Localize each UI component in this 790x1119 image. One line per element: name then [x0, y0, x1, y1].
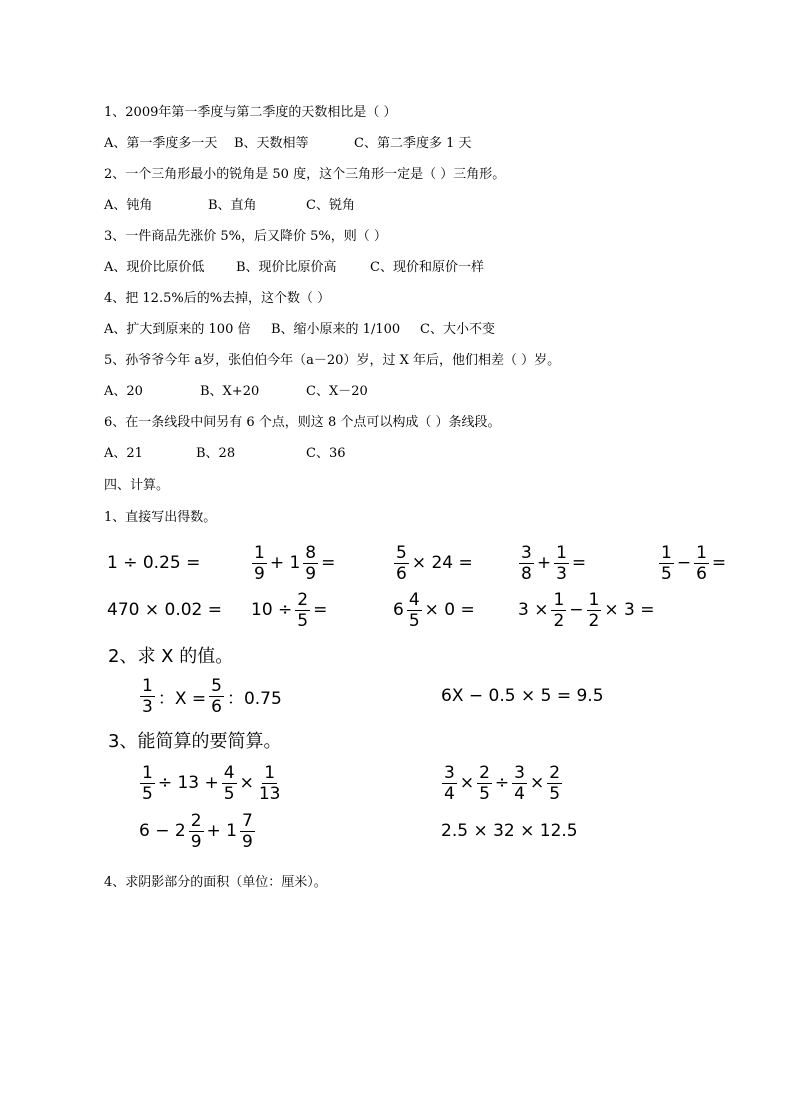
denominator: 5	[661, 563, 672, 584]
numerator: 1	[696, 542, 707, 563]
denominator: 13	[258, 783, 281, 804]
operator: × 3 =	[604, 600, 655, 620]
fraction	[659, 543, 674, 584]
denominator: 9	[305, 563, 317, 584]
q5-option-c: C、X－20	[306, 384, 368, 399]
numerator: 1	[661, 542, 672, 563]
denominator: 5	[408, 610, 420, 631]
operator: 3 ×	[518, 600, 549, 620]
fraction	[295, 590, 310, 631]
q5-option-a: A、20	[104, 384, 143, 399]
denominator: 3	[142, 696, 153, 717]
numerator: 3	[514, 762, 525, 783]
numerator: 1	[142, 762, 153, 783]
operator: 6 − 2	[139, 821, 186, 841]
operator: −	[676, 553, 692, 573]
q4-option-b: B、缩小原来的 1/100	[271, 322, 401, 337]
equation-1	[138, 668, 283, 724]
equals-sign: =	[711, 553, 727, 573]
simplify-4-text: 2.5 × 32 × 12.5	[441, 821, 578, 841]
fraction	[512, 763, 527, 804]
operator: × 24 =	[411, 553, 473, 573]
fraction	[209, 676, 224, 717]
subsection-4-heading: 4、求阴影部分的面积（单位：厘米）。	[104, 875, 327, 890]
fraction	[519, 543, 534, 584]
fraction	[442, 763, 457, 804]
numerator: 5	[396, 542, 407, 563]
fraction	[587, 590, 602, 631]
fraction	[547, 763, 562, 804]
fraction	[477, 763, 492, 804]
numerator: 1	[553, 589, 565, 610]
q1-option-b: B、天数相等	[234, 136, 309, 151]
numerator: 1	[588, 589, 600, 610]
operator: + 1	[206, 821, 237, 841]
fraction	[694, 543, 709, 584]
fraction	[394, 543, 409, 584]
denominator: 5	[549, 783, 561, 804]
q2-option-b: B、直角	[208, 198, 257, 213]
numerator: 3	[521, 542, 532, 563]
question-1: 1、2009年第一季度与第二季度的天数相比是（ ）	[104, 105, 397, 120]
operator: ×	[459, 773, 475, 793]
fraction	[252, 543, 267, 584]
numerator: 2	[549, 762, 561, 783]
operator: ×	[529, 773, 545, 793]
q3-option-c: C、现价和原价一样	[370, 260, 484, 275]
operator: −	[569, 600, 584, 620]
denominator: 5	[297, 610, 309, 631]
operator: ×	[239, 773, 254, 793]
operator: +	[536, 553, 552, 573]
expr-8	[392, 582, 476, 638]
operator: ：X =	[157, 688, 207, 709]
q1-option-c: C、第二季度多 1 天	[354, 136, 472, 151]
subsection-3-heading: 3、能简算的要简算。	[108, 731, 282, 752]
numerator: 1	[264, 762, 276, 783]
numerator: 8	[305, 542, 317, 563]
subsection-1-heading: 1、直接写出得数。	[104, 510, 217, 525]
denominator: 3	[556, 563, 567, 584]
q3-option-a: A、现价比原价低	[104, 260, 205, 275]
denominator: 9	[254, 563, 265, 584]
denominator: 5	[223, 783, 235, 804]
simplify-3	[138, 803, 257, 859]
numerator: 1	[142, 675, 153, 696]
denominator: 9	[190, 831, 202, 852]
denominator: 4	[444, 783, 455, 804]
numerator: 3	[444, 762, 455, 783]
numerator: 5	[211, 675, 222, 696]
operator: × 0 =	[424, 600, 475, 620]
denominator: 9	[241, 831, 253, 852]
question-2: 2、一个三角形最小的锐角是 50 度，这个三角形一定是（ ）三角形。	[104, 167, 506, 182]
denominator: 2	[588, 610, 600, 631]
expr-6	[106, 582, 223, 638]
expr-1-text: 1 ÷ 0.25 =	[107, 553, 201, 573]
q6-option-c: C、36	[306, 446, 346, 461]
numerator: 7	[241, 810, 253, 831]
denominator: 6	[696, 563, 707, 584]
q6-option-a: A、21	[104, 446, 143, 461]
denominator: 6	[211, 696, 222, 717]
question-6: 6、在一条线段中间另有 6 个点，则这 8 个点可以构成（ ）条线段。	[104, 415, 501, 430]
denominator: 6	[396, 563, 407, 584]
question-3: 3、一件商品先涨价 5%，后又降价 5%，则（ ）	[104, 229, 387, 244]
question-4: 4、把 12.5%后的%去掉，这个数（ ）	[104, 291, 331, 306]
q4-option-c: C、大小不变	[420, 322, 495, 337]
equals-sign: =	[313, 600, 328, 620]
expr-5	[657, 535, 727, 591]
equation-2-text: 6X − 0.5 × 5 = 9.5	[441, 686, 604, 706]
operator: 10 ÷	[251, 600, 293, 620]
fraction	[303, 543, 318, 584]
fraction	[407, 590, 422, 631]
denominator: 8	[521, 563, 532, 584]
denominator: 5	[479, 783, 490, 804]
fraction	[554, 543, 569, 584]
operator: + 1	[269, 553, 301, 573]
q1-option-a: A、第一季度多一天	[104, 136, 218, 151]
equals-sign: =	[571, 553, 587, 573]
fraction	[551, 590, 566, 631]
fraction	[140, 676, 155, 717]
fraction	[222, 763, 237, 804]
expr-9	[517, 582, 656, 638]
q4-option-a: A、扩大到原来的 100 倍	[104, 322, 251, 337]
numerator: 1	[254, 542, 265, 563]
equals-sign: =	[321, 553, 336, 573]
whole-number: 6	[393, 600, 404, 620]
denominator: 2	[553, 610, 565, 631]
q2-option-c: C、锐角	[306, 198, 355, 213]
fraction	[240, 811, 255, 852]
denominator: 5	[142, 783, 153, 804]
numerator: 2	[297, 589, 309, 610]
subsection-2-heading: 2、求 X 的值。	[108, 646, 234, 667]
expr-6-text: 470 × 0.02 =	[107, 600, 222, 620]
operator: ÷ 13 +	[157, 773, 219, 793]
numerator: 4	[408, 589, 420, 610]
question-5: 5、孙爷爷今年 a岁，张伯伯今年（a－20）岁，过 X 年后，他们相差（ ）岁。	[104, 353, 561, 368]
numerator: 2	[479, 762, 490, 783]
operator: ÷	[494, 773, 510, 793]
operator: ：0.75	[226, 688, 282, 709]
q6-option-b: B、28	[196, 446, 236, 461]
simplify-4	[440, 803, 579, 859]
equation-2	[440, 668, 605, 724]
q3-option-b: B、现价比原价高	[236, 260, 337, 275]
q5-option-b: B、X+20	[200, 384, 260, 399]
numerator: 1	[556, 542, 567, 563]
fraction	[189, 811, 204, 852]
q2-option-a: A、钝角	[104, 198, 153, 213]
fraction	[140, 763, 155, 804]
numerator: 4	[223, 762, 235, 783]
numerator: 2	[190, 810, 202, 831]
expr-7	[250, 582, 328, 638]
fraction	[257, 763, 283, 804]
denominator: 4	[514, 783, 525, 804]
section-heading: 四、计算。	[104, 478, 170, 493]
